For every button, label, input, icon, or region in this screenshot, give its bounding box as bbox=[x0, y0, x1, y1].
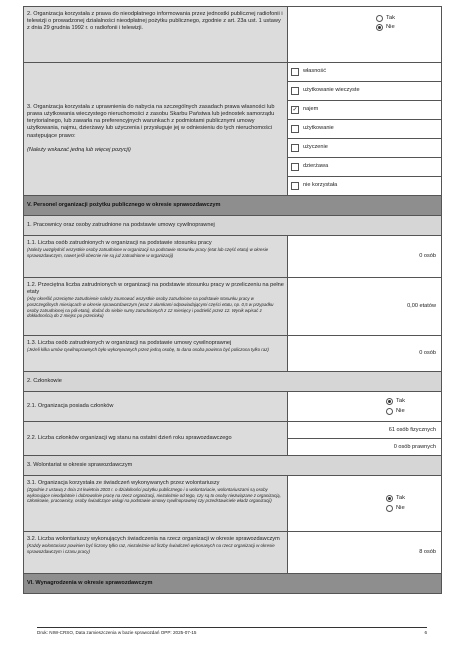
checkbox-icon[interactable] bbox=[291, 182, 299, 190]
q3-option-label: własność bbox=[303, 68, 327, 75]
q2-label: 2. Organizacja korzystała z prawa do nieodpłatnego informowania przez jednostki publicznej radiofonii i telewizji o prowadzonej działalności nieodpłatnej pożytku publicznego, zgodnie z art. 23a ust. 1 ustawy z dnia 29 grudnia 1992 r. o radiofonii i telewizji. bbox=[24, 7, 288, 63]
radio-selected-icon bbox=[386, 398, 393, 405]
checkbox-icon[interactable] bbox=[291, 87, 299, 95]
radio-selected-icon bbox=[376, 24, 383, 31]
page-number: 6 bbox=[424, 630, 427, 635]
report-table bbox=[23, 6, 442, 594]
subsection-1-heading: 1. Pracownicy oraz osoby zatrudnione na podstawie umowy cywilnoprawnej bbox=[24, 216, 442, 236]
footer-print-info: Druk: NIW-CRSO, Data zamieszczenia w bazie sprawozdań OPP: 2025-07-15 bbox=[37, 630, 197, 635]
q21-options bbox=[288, 392, 442, 422]
checkbox-icon[interactable] bbox=[291, 68, 299, 76]
q22-label: 2.2. Liczba członków organizacji wg stanu na ostatni dzień roku sprawozdawczego bbox=[24, 422, 288, 456]
q31-options bbox=[288, 476, 442, 532]
q3-option[interactable] bbox=[288, 101, 441, 120]
q3-option[interactable] bbox=[288, 177, 441, 195]
q2-options bbox=[288, 7, 442, 63]
q22-values bbox=[288, 422, 442, 456]
q31-radio-no[interactable]: Nie bbox=[386, 505, 441, 512]
q2-radio-no[interactable]: Nie bbox=[376, 24, 441, 31]
q3-option-label: najem bbox=[303, 106, 319, 113]
radio-icon bbox=[386, 408, 393, 415]
q3-option-label: dzierżawa bbox=[303, 163, 329, 170]
checkbox-checked-icon[interactable]: ✓ bbox=[292, 107, 298, 113]
q3-option[interactable] bbox=[288, 120, 441, 139]
q12-label: 1.2. Przeciętna liczba zatrudnionych w organizacji na podstawie stosunku pracy w przeliczeniu na pełne etaty (Aby określić przeciętne zatrudnienie należy zsumować wszystkie osoby zatrudnione na podstawie stosunku pracy w poszczególnych miesiącach w okresie sprawozdawczym (wraz z ułamkami odpowiadającymi części etatu, np. 0,5 w przypadku osoby zatrudnionej na pół etatu), dodać do siebie sumy zatrudnionych z 12 miesięcy i podzielić przez 12. Wynik wpisać z dokładnością do 2 miejsc po przecinku) bbox=[24, 278, 288, 336]
q3-option[interactable] bbox=[288, 158, 441, 177]
q21-label: 2.1. Organizacja posiada członków bbox=[24, 392, 288, 422]
subsection-3-heading: 3. Wolontariat w okresie sprawozdawczym bbox=[24, 456, 442, 476]
checkbox-icon[interactable] bbox=[291, 163, 299, 171]
page-footer bbox=[37, 627, 427, 635]
checkbox-icon[interactable] bbox=[291, 125, 299, 133]
checkbox-icon[interactable] bbox=[291, 144, 299, 152]
q13-label: 1.3. Liczba osób zatrudnionych w organizacji na podstawie umowy cywilnoprawnej (Jeżeli kilka umów cywilnoprawnych było wykonywanych przez jedną osobę, to dana osoba powinna być policzona tylko raz) bbox=[24, 336, 288, 372]
q12-value[interactable]: 0,00 etatów bbox=[288, 278, 442, 336]
q3-option-label: użytkowanie wieczyste bbox=[303, 87, 360, 94]
q3-option-label: nie korzystała bbox=[303, 182, 338, 189]
q22-legal-value[interactable]: 0 osób prawnych bbox=[288, 439, 441, 455]
q13-value[interactable]: 0 osób bbox=[288, 336, 442, 372]
q3-option[interactable] bbox=[288, 63, 441, 82]
q21-radio-no[interactable]: Nie bbox=[386, 408, 441, 415]
radio-icon bbox=[376, 15, 383, 22]
radio-icon bbox=[386, 505, 393, 512]
q11-value[interactable]: 0 osób bbox=[288, 236, 442, 278]
q31-label: 3.1. Organizacja korzystała ze świadczeń wykonywanych przez wolontariuszy (Zgodnie z ustawą z dnia 24 kwietnia 2003 r. o działalności pożytku publicznego i o wolontariacie, wolontariuszami są osoby wykonujące nieodpłatnie i dobrowolnie pracę na rzecz organizacji, niezależnie od tego, czy są to osoby niezwiązane z organizacją, członkowie, pracownicy, osoby świadczące usługi na podstawie umowy cywilnoprawnej czy przedstawiciele władz organizacji) bbox=[24, 476, 288, 532]
q32-value[interactable]: 8 osób bbox=[288, 532, 442, 574]
q2-radio-yes[interactable]: Tak bbox=[376, 15, 441, 22]
q3-option-label: użyczenie bbox=[303, 144, 328, 151]
q3-options bbox=[288, 63, 442, 196]
q3-option[interactable] bbox=[288, 139, 441, 158]
q3-option-label: użytkowanie bbox=[303, 125, 334, 132]
q3-option[interactable] bbox=[288, 82, 441, 101]
q3-checkbox-list bbox=[288, 63, 441, 195]
subsection-2-heading: 2. Członkowie bbox=[24, 372, 442, 392]
section-v-heading: V. Personel organizacji pożytku publicznego w okresie sprawozdawczym bbox=[24, 196, 442, 216]
q3-label: 3. Organizacja korzystała z uprawnienia do nabycia na szczególnych zasadach prawa własności lub prawa użytkowania wieczystego nieruchomości z zasobu Skarbu Państwa lub jednostek samorządu terytorialnego, lub zawarła na preferencyjnych warunkach z podmiotami publicznymi umowy użytkowania, najmu, dzierżawy lub użyczenia i przysługuje jej w odniesieniu do tych nieruchomości następujące prawo: (Należy wskazać jedną lub więcej pozycji) bbox=[24, 63, 288, 196]
q11-label: 1.1. Liczba osób zatrudnionych w organizacji na podstawie stosunku pracy (Należy uwzględnić wszystkie osoby zatrudnione w organizacji na podstawie stosunku pracy (etat lub część etatu) w okresie sprawozdawczym, nawet jeśli obecnie nie są już zatrudnione w organizacji) bbox=[24, 236, 288, 278]
q22-physical-value[interactable]: 61 osób fizycznych bbox=[288, 422, 441, 439]
q21-radio-yes[interactable]: Tak bbox=[386, 398, 441, 405]
section-vi-heading: VI. Wynagrodzenia w okresie sprawozdawczym bbox=[24, 574, 442, 594]
q32-label: 3.2. Liczba wolontariuszy wykonujących świadczenia na rzecz organizacji w okresie sprawozdawczym (Każdy wolontariusz powinien być liczony tylko raz, niezależnie od liczby świadczeń wykonanych na rzecz organizacji w okresie sprawozdawczym i czasu pracy) bbox=[24, 532, 288, 574]
q31-radio-yes[interactable]: Tak bbox=[386, 495, 441, 502]
form-page bbox=[23, 6, 441, 594]
radio-selected-icon bbox=[386, 495, 393, 502]
